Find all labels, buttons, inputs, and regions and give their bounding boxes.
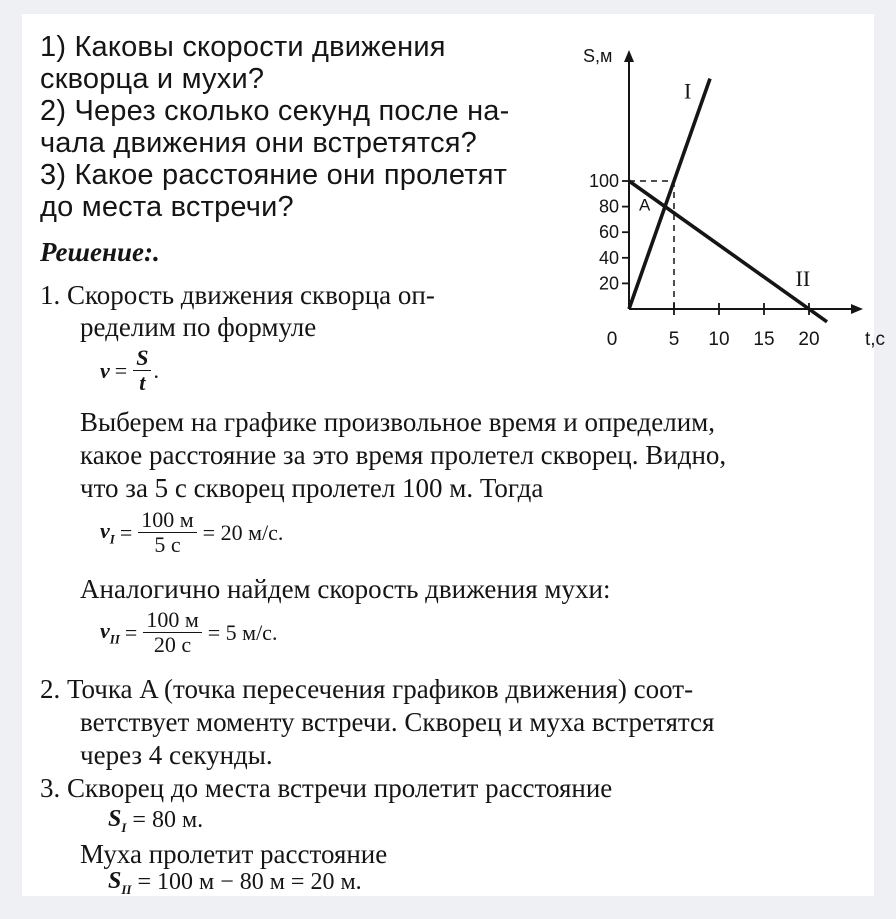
step1-line-1: 1. Скорость движения скворца оп- — [40, 280, 435, 310]
x-tick-label-10: 10 — [708, 329, 730, 350]
formula-s2 — [108, 868, 362, 898]
series-line-II — [629, 181, 827, 322]
step2-line-3: через 4 секунды. — [80, 740, 273, 770]
y-tick-label-20: 20 — [598, 273, 619, 294]
question-1-line-1: 1) Каковы скорости движения — [40, 31, 446, 63]
question-3-line-1: 3) Какое расстояние они пролетят — [40, 159, 508, 191]
s1-rest: = 80 м. — [132, 807, 204, 834]
series-label-II: II — [795, 265, 811, 291]
v2-num: 100 м — [143, 608, 201, 633]
distance-time-chart — [547, 34, 886, 350]
question-2-line-2: чала движения они встретятся? — [40, 127, 478, 159]
question-3-line-2: до места встречи? — [40, 191, 294, 223]
solution-heading: Решение:. — [40, 237, 160, 267]
step3-line: 3. Скворец до места встречи пролетит расстояние — [40, 773, 613, 803]
series-label-I: I — [684, 78, 692, 104]
v1-eq: = — [119, 519, 133, 545]
y-tick-label-40: 40 — [598, 247, 619, 268]
step1-para-line-3: что за 5 с скворец пролетел 100 м. Тогда — [80, 473, 544, 503]
v2-eq: = — [124, 619, 138, 645]
formula-fraction — [133, 346, 151, 395]
formula-v: v — [100, 357, 110, 383]
page — [22, 14, 886, 897]
question-1-line-2: скворца и мухи? — [40, 63, 265, 95]
step1-line-2: ределим по формуле — [80, 312, 317, 342]
x-tick-label-15: 15 — [753, 329, 775, 350]
y-tick-label-80: 80 — [598, 196, 619, 217]
x-tick-label-0: 0 — [606, 329, 618, 350]
step1-para-line-1: Выберем на графике произвольное время и определим, — [80, 407, 716, 437]
v2-symbol: $v_{II}$ — [100, 617, 120, 647]
y-axis-label: S,м — [583, 46, 613, 66]
x-axis-arrow — [851, 304, 863, 314]
v1-symbol: $v_I$ — [100, 517, 115, 547]
x-tick-label-5: 5 — [668, 329, 680, 350]
y-tick-label-100: 100 — [588, 171, 619, 191]
step1-para2: Аналогично найдем скорость движения мухи: — [80, 574, 611, 604]
v2-fraction — [143, 608, 201, 657]
s2-symbol: $S_{II}$ — [108, 868, 132, 897]
s1-symbol: $S_I$ — [108, 806, 127, 835]
formula-den: t — [139, 370, 146, 395]
step2-line-2: ветствует моменту встречи. Скворец и муха встретятся — [80, 707, 715, 737]
x-axis-label: t,c — [865, 329, 886, 350]
formula-num: S — [133, 346, 151, 371]
formula-dot: . — [153, 357, 159, 383]
formula-v2 — [100, 608, 277, 657]
series-line-I — [629, 79, 710, 309]
y-tick-label-60: 60 — [598, 222, 619, 243]
formula-s1 — [108, 806, 203, 836]
formula-eq: = — [114, 357, 128, 383]
v2-den: 20 с — [153, 632, 192, 657]
v2-result: = 5 м/с. — [207, 619, 278, 645]
v1-den: 5 с — [154, 532, 181, 557]
formula-v1 — [100, 508, 283, 557]
v1-num: 100 м — [138, 508, 196, 533]
point-label-A: A — [639, 195, 651, 215]
step3-line-2: Муха пролетит расстояние — [80, 839, 388, 869]
v1-result: = 20 м/с. — [202, 519, 284, 545]
y-axis-arrow — [624, 50, 634, 62]
s2-rest: = 100 м − 80 м = 20 м. — [137, 869, 362, 896]
step2-line-1: 2. Точка A (точка пересечения графиков движения) соот- — [40, 674, 694, 704]
v1-fraction — [138, 508, 196, 557]
step1-para-line-2: какое расстояние за это время пролетел скворец. Видно, — [80, 440, 727, 470]
question-2-line-1: 2) Через сколько секунд после на- — [40, 95, 510, 127]
x-tick-label-20: 20 — [798, 329, 820, 350]
formula-v-s-t — [100, 346, 159, 395]
